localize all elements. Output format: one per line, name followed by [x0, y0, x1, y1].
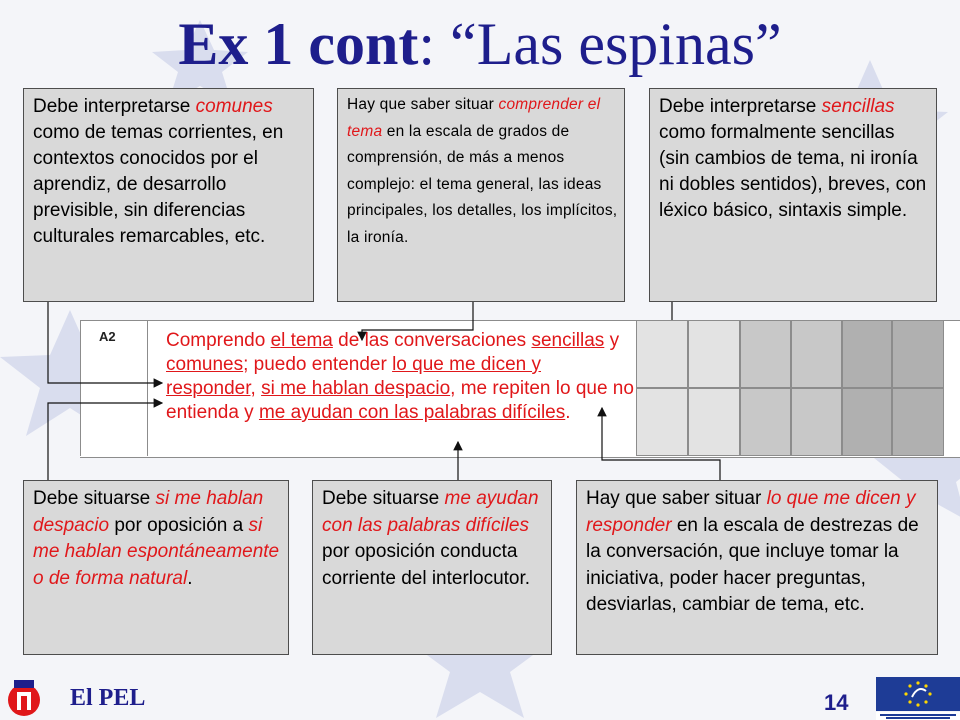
- grid-cell: [892, 388, 944, 456]
- note-sencillas: Debe interpretarse sencillas como formalmente sencillas (sin cambios de tema, ni ironía ni dobles sentidos), breves, con léxico básico, sintaxis simple.: [649, 88, 937, 302]
- grid-cell: [636, 388, 688, 456]
- footer-brand: El PEL: [70, 685, 146, 711]
- note-palabras-dificiles: Debe situarse me ayudan con las palabras difíciles por oposición conducta corriente del interlocutor.: [312, 480, 552, 655]
- pel-logo: [6, 676, 42, 718]
- slide-title: Ex 1 cont: “Las espinas”: [178, 11, 782, 77]
- note-comprender-el-tema: Hay que saber situar comprender el tema en la escala de grados de comprensión, de más a menos complejo: el tema general, las ideas principales, los detalles, los implícitos, la ironía.: [337, 88, 625, 302]
- note-si-me-hablan-despacio: Debe situarse si me hablan despacio por oposición a si me hablan espontáneamente o de forma natural.: [23, 480, 289, 655]
- page-number: 14: [824, 690, 849, 715]
- grid-cell: [842, 388, 892, 456]
- grid-cell: [791, 388, 842, 456]
- grid-cell: [740, 320, 791, 388]
- council-of-europe-logo: [876, 677, 960, 720]
- grid-cell: [740, 388, 791, 456]
- grid-cell: [688, 320, 740, 388]
- grid-cell: [791, 320, 842, 388]
- descriptor-text: Comprendo el tema de las conversaciones sencillas y comunes; puedo entender lo que me dicen y responder, si me hablan despacio, me repiten lo que no entienda y me ayudan con las palabras difíciles.: [166, 330, 634, 423]
- note-lo-que-me-dicen: Hay que saber situar lo que me dicen y responder en la escala de destrezas de la conversación, que incluye tomar la iniciativa, poder hacer preguntas, desviarlas, cambiar de tema, etc.: [576, 480, 938, 655]
- grid-cell: [892, 320, 944, 388]
- note-comunes: Debe interpretarse comunes como de temas corrientes, en contextos conocidos por el aprendiz, de desarrollo previsible, sin diferencias culturales remarcables, etc.: [23, 88, 314, 302]
- grid-cell: [636, 320, 688, 388]
- grid-cell: [842, 320, 892, 388]
- grid-cell: [688, 388, 740, 456]
- level-cell: A2: [80, 320, 148, 456]
